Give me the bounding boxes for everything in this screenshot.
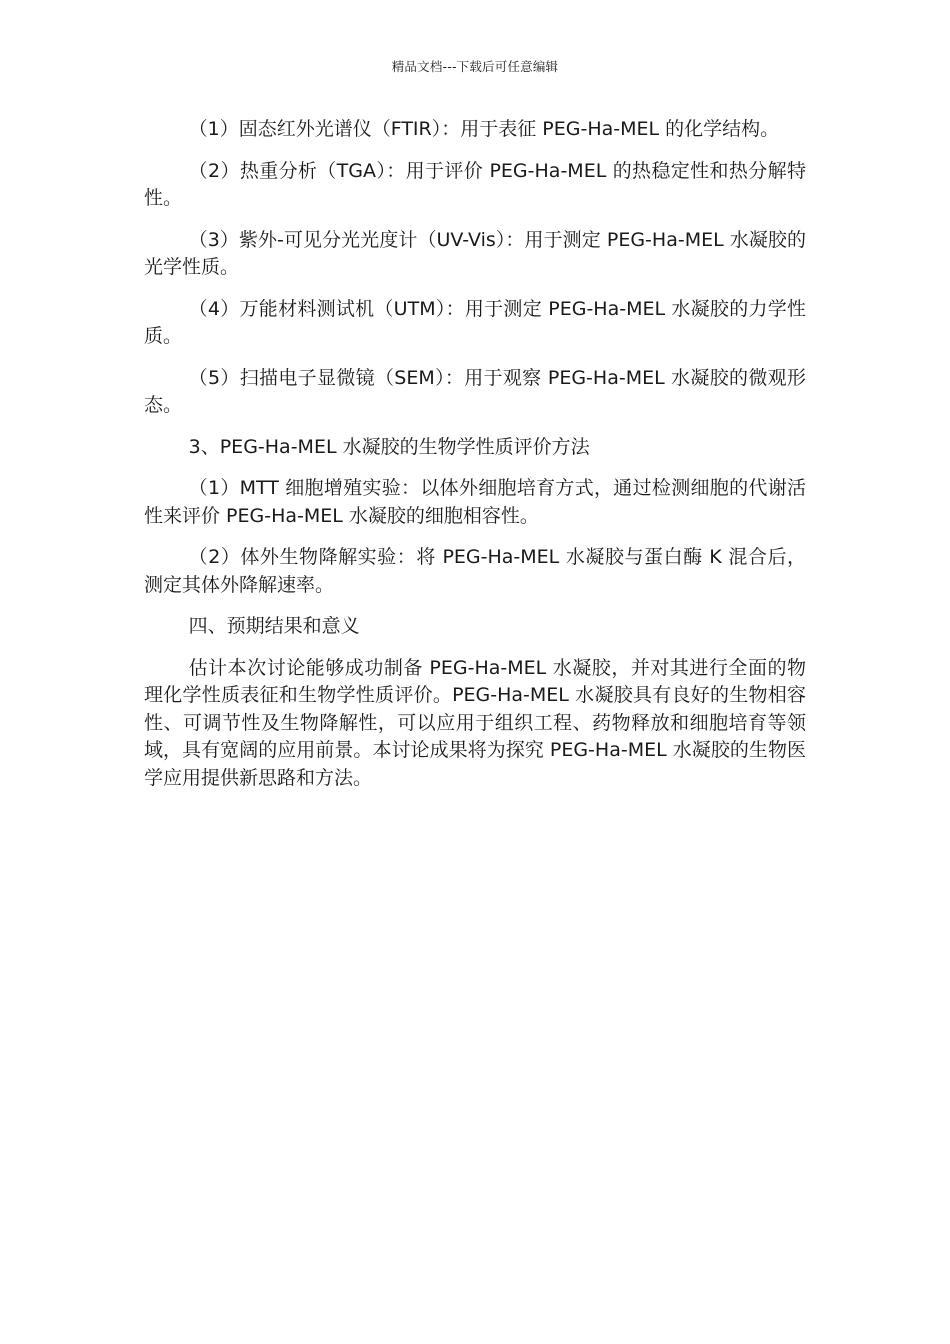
document-body bbox=[144, 116, 806, 806]
paragraph-sem: （5）扫描电子显微镜（SEM）：用于观察 PEG-Ha-MEL 水凝胶的微观形态。 bbox=[144, 366, 806, 416]
paragraph-ftir: （1）固态红外光谱仪（FTIR）：用于表征 PEG-Ha-MEL 的化学结构。 bbox=[188, 118, 780, 140]
paragraph-utm: （4）万能材料测试机（UTM）：用于测定 PEG-Ha-MEL 水凝胶的力学性质。 bbox=[144, 297, 806, 347]
page-header: 精品文档---下载后可任意编辑 bbox=[391, 59, 559, 74]
paragraph-conclusion: 估计本次讨论能够成功制备 PEG-Ha-MEL 水凝胶，并对其进行全面的物理化学性质表征和生物学性质评价。PEG-Ha-MEL 水凝胶具有良好的生物相容性、可调节性及生物降解性，可以应用于组织工程、药物释放和细胞培育等领域，具有宽阔的应用前景。本讨论成果将为探究 PEG-Ha-MEL 水凝胶的生物医学应用提供新思路和方法。 bbox=[144, 656, 806, 789]
section-heading-biological: 3、PEG-Ha-MEL 水凝胶的生物学性质评价方法 bbox=[188, 435, 590, 458]
paragraph-tga: （2）热重分析（TGA）：用于评价 PEG-Ha-MEL 的热稳定性和热分解特性。 bbox=[144, 159, 806, 209]
paragraph-mtt: （1）MTT 细胞增殖实验：以体外细胞培育方式，通过检测细胞的代谢活性来评价 PEG-Ha-MEL 水凝胶的细胞相容性。 bbox=[144, 477, 806, 527]
paragraph-uv-vis: （3）紫外-可见分光光度计（UV-Vis）：用于测定 PEG-Ha-MEL 水凝胶的光学性质。 bbox=[144, 228, 806, 278]
paragraph-degradation: （2）体外生物降解实验：将 PEG-Ha-MEL 水凝胶与蛋白酶 K 混合后，测定其体外降解速率。 bbox=[144, 546, 806, 596]
section-heading-results: 四、预期结果和意义 bbox=[188, 615, 360, 637]
